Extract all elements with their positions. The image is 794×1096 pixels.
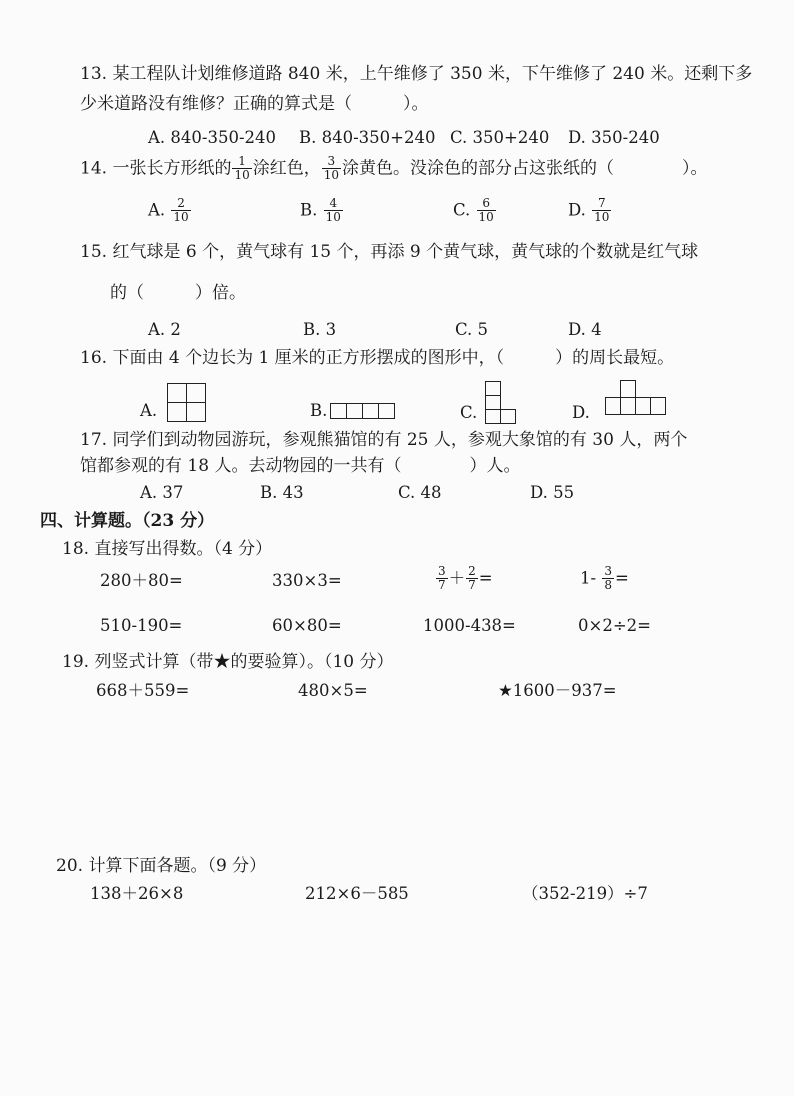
q20-problem-2: 212×6－585 bbox=[305, 884, 409, 903]
q18-r2c3: 1000-438= bbox=[423, 616, 516, 635]
figure-c-l-shape bbox=[485, 381, 517, 425]
q18-r1c3: $\frac{3}{7}$ ＋ $\frac{2}{7}$ = bbox=[438, 564, 493, 592]
q19-problem-3: ★1600－937= bbox=[498, 681, 617, 700]
q17-option-a: A. 37 bbox=[140, 483, 184, 502]
q18-r1c1: 280＋80= bbox=[100, 571, 183, 590]
q19-title: 19. 列竖式计算（带★的要验算）。（10 分） bbox=[62, 652, 394, 672]
q18-r2c4: 0×2÷2= bbox=[578, 616, 651, 635]
figure-d-t-shape bbox=[605, 380, 665, 416]
q16-line1: 16. 下面由 4 个边长为 1 厘米的正方形摆成的图形中，（ ）的周长最短。 bbox=[80, 348, 675, 368]
q17-line2: 馆都参观的有 18 人。去动物园的一共有（ ）人。 bbox=[80, 456, 521, 476]
figure-a-square-grid bbox=[167, 383, 205, 421]
q18-r1c2: 330×3= bbox=[272, 571, 342, 590]
q13-option-a: A. 840-350-240 bbox=[148, 128, 277, 147]
q17-line1: 17. 同学们到动物园游玩，参观熊猫馆的有 25 人，参观大象馆的有 30 人，两个 bbox=[80, 430, 688, 450]
q16-option-d: D. bbox=[572, 403, 590, 422]
q14-prefix: 14. 一张长方形纸的 bbox=[80, 158, 232, 179]
q14-fraction-2: $\frac{3}{10}$ bbox=[323, 154, 340, 182]
q17-option-b: B. 43 bbox=[260, 483, 304, 502]
q17-option-d: D. 55 bbox=[530, 483, 575, 502]
q14-mid2: 涂黄色。没涂色的部分占这张纸的（ ）。 bbox=[342, 158, 708, 179]
q16-option-c: C. bbox=[460, 403, 478, 422]
q15-line1: 15. 红气球是 6 个，黄气球有 15 个，再添 9 个黄气球，黄气球的个数就是红气球 bbox=[80, 242, 699, 262]
q14-option-d: D. $\frac{7}{10}$ bbox=[568, 196, 610, 224]
q20-problem-3: （352-219）÷7 bbox=[522, 884, 648, 903]
q15-option-b: B. 3 bbox=[303, 320, 337, 339]
q14-mid1: 涂红色， bbox=[252, 158, 321, 179]
q20-title: 20. 计算下面各题。（9 分） bbox=[56, 856, 267, 876]
q19-problem-1: 668＋559= bbox=[96, 681, 190, 700]
q13-option-c: C. 350+240 bbox=[450, 128, 550, 147]
q14-option-b: B. $\frac{4}{10}$ bbox=[300, 196, 341, 224]
q15-option-d: D. 4 bbox=[568, 320, 602, 339]
q13-line1: 13. 某工程队计划维修道路 840 米，上午维修了 350 米，下午维修了 240 米。还剩下多 bbox=[80, 64, 753, 84]
q19-problem-2: 480×5= bbox=[298, 681, 368, 700]
q20-problem-1: 138＋26×8 bbox=[90, 884, 184, 903]
section-4-title: 四、计算题。（23 分） bbox=[40, 511, 215, 531]
q18-title: 18. 直接写出得数。（4 分） bbox=[62, 539, 273, 559]
q14-option-a: A. $\frac{2}{10}$ bbox=[148, 196, 189, 224]
q18-r2c1: 510-190= bbox=[100, 616, 183, 635]
q13-line2: 少米道路没有维修？正确的算式是（ ）。 bbox=[80, 94, 429, 114]
q15-line2: 的（ ）倍。 bbox=[110, 283, 246, 303]
q15-option-c: C. 5 bbox=[455, 320, 489, 339]
q17-option-c: C. 48 bbox=[398, 483, 442, 502]
q14-option-c: C. $\frac{6}{10}$ bbox=[453, 196, 494, 224]
q18-r2c2: 60×80= bbox=[272, 616, 342, 635]
figure-b-row-of-squares bbox=[330, 403, 394, 419]
q13-option-d: D. 350-240 bbox=[568, 128, 660, 147]
q13-option-b: B. 840-350+240 bbox=[299, 128, 436, 147]
q18-r1c4: 1- $\frac{3}{8}$ = bbox=[580, 564, 629, 592]
q16-option-a: A. bbox=[140, 401, 158, 420]
q14-fraction-1: $\frac{1}{10}$ bbox=[234, 154, 250, 182]
star-icon: ★ bbox=[498, 681, 513, 700]
q14-line bbox=[80, 156, 708, 182]
q15-option-a: A. 2 bbox=[148, 320, 181, 339]
q16-option-b: B. bbox=[310, 401, 328, 420]
